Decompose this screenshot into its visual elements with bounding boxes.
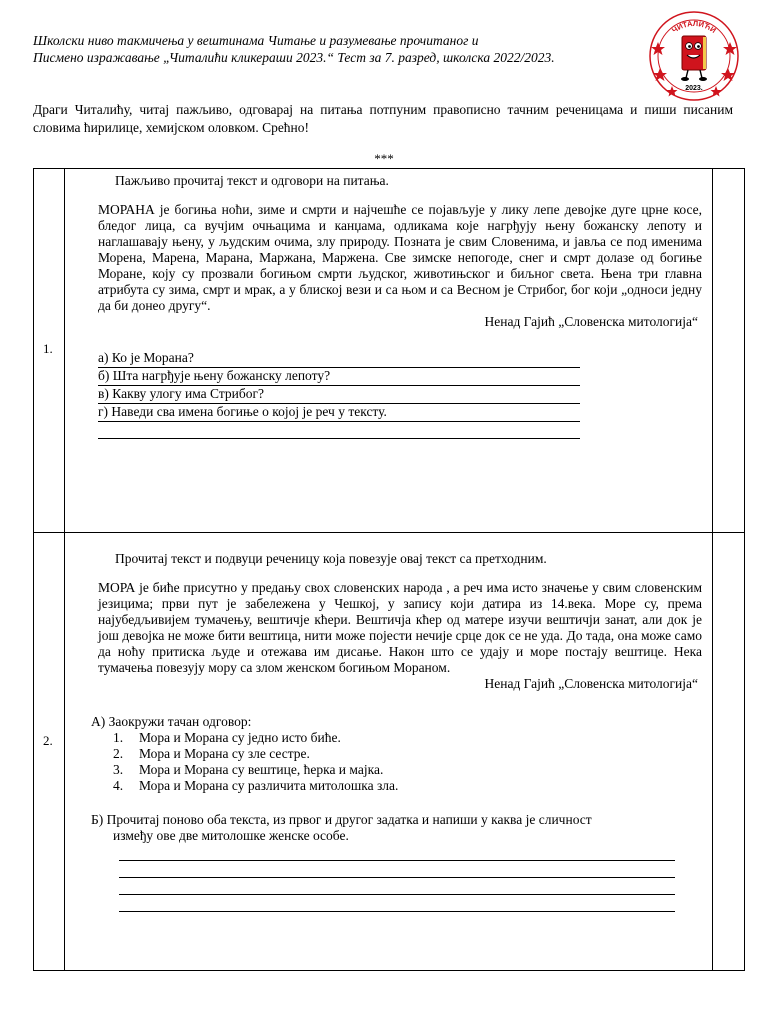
task-2-instruction: Прочитај текст и подвуци реченицу која повезује овај текст са претходним. [115,551,547,566]
task-1-number-cell [34,169,65,533]
answer-line[interactable] [119,895,675,912]
answer-line[interactable] [119,844,675,861]
task-1-source: Ненад Гајић „Словенска митологија“ [484,314,698,329]
answer-option-2[interactable]: 2. Мора и Морана су зле сестре. [113,746,310,761]
answer-line[interactable] [119,878,675,895]
logo-title: ЧИТАЛИЋИ [670,18,718,35]
task-1-number: 1. [43,341,53,356]
question-c[interactable] [98,386,580,404]
task-2-row [34,533,745,971]
question-a-label: а) Ко је Морана? [98,350,194,365]
task-1-score-cell [713,169,745,533]
page-header [33,32,643,66]
answer-option-1[interactable]: 1. Мора и Морана су једно исто биће. [113,730,341,745]
part-b-answer-lines [65,844,712,912]
question-c-label: в) Какву улогу има Стрибог? [98,386,265,401]
question-d[interactable] [98,404,580,422]
task-2-score-cell [713,533,745,971]
task-table [33,168,745,971]
part-b-line-2: између ове две митолошке женске особе. [113,828,349,843]
task-1-instruction: Пажљиво прочитај текст и одговори на питања. [115,173,389,188]
header-line-1: Школски ниво такмичења у вештинама Читање и разумевање прочитаног и [33,33,479,48]
question-b[interactable] [98,368,580,386]
question-d-label: г) Наведи сва имена богиње о којој је реч у тексту. [98,404,387,419]
answer-option-4[interactable]: 4. Мора и Морана су различита митолошка зла. [113,778,399,793]
task-2-text: МОРА је биће присутно у предању свох словенских народа , а реч има исто значење у свим словенским језицима; први пут је забележена у Чешкој, у запису који датира из 14.века. Море су, према најубедљивијем тумачењу, вештичје кћери. Вештичја кћер од матере изучи вештичји занат, али док је још девојка не може бити вештица, нити може појести нечије срце док се не уда. До тада, она може само да ноћу притиска људе и отежава им дисање. Након што се удају и море постају вештице. Нека тумачења повезују мору са злом женском богињом Мораном. [98,580,702,675]
task-2-source: Ненад Гајић „Словенска митологија“ [484,676,698,691]
task-1-text: МОРАНА је богиња ноћи, зиме и смрти и најчешће се појављује у лику лепе девојке дуге црне косе, бледог лица, са вучјим очњацима и канџама, одликама које нагрђују њену божанску лепоту и наглашавају њену, у људским очима, злу природу. Позната је свим Словенима, и јавља се под именима Морена, Марена, Марана, Маржана, Маржена. Све зимске непогоде, снег и смрт долазе од богиње Моране, коју су прозвали богињом смрти људског, животињског и биљног света. Њена три главна атрибута су зима, смрт и мрак, а у блиској вези и са њом и са Весном је Стрибог, бог који „односи једну да би донео другу“. [98,202,702,313]
intro-text: Драги Читалићу, читај пажљиво, одговарај на питања потпуним правописно тачним реченицама и пиши писаним словима ћирилице, хемијском оловком. Срећно! [33,102,733,135]
task-2-number: 2. [43,733,53,748]
answer-line[interactable] [119,861,675,878]
part-b-line-1: Б) Прочитај поново оба текста, из првог и другог задатка и напиши у каква је сличност [91,812,592,827]
answer-option-3[interactable]: 3. Мора и Морана су вештице, ћерка и мајка. [113,762,384,777]
answer-options [65,730,712,794]
separator: *** [374,151,394,166]
question-a[interactable] [98,350,580,368]
question-b-label: б) Шта нагрђује њену божанску лепоту? [98,368,331,383]
task-2-content [65,533,713,971]
header-line-2: Писмено изражавање „Читалићи кликераши 2023.“ Тест за 7. разред, школска 2022/2023. [33,50,555,65]
logo-year: 2023. [685,85,703,92]
task-1-row [34,169,745,533]
part-a-label: А) Заокружи тачан одговор: [91,714,252,729]
task-1-content [65,169,713,533]
task-2-number-cell [34,533,65,971]
competition-logo [648,10,740,102]
answer-line[interactable] [98,422,580,439]
